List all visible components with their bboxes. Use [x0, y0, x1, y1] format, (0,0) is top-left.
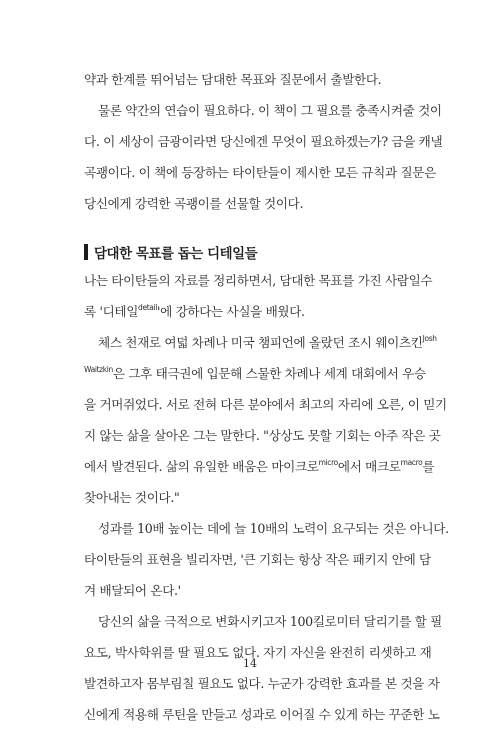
- text-line: 겨 배달되어 온다.': [84, 583, 181, 598]
- text-line: [84, 296, 410, 327]
- superscript-gloss: micro: [318, 458, 338, 467]
- text-line: [84, 358, 426, 389]
- heading-bar-marker: [84, 244, 88, 260]
- text-line: 을 거머쥐었다. 서로 전혀 다른 분야에서 최고의 자리에 오른, 이 믿기: [84, 397, 447, 412]
- text-segment: 체스 천재로 여덟 차례나 미국 챔피언에 올랐던 조시 웨이츠킨: [98, 335, 423, 350]
- text-line: 곡괭이다. 이 책에 등장하는 타이탄들이 제시한 모든 규칙과 질문은: [84, 165, 436, 180]
- text-line: [84, 451, 435, 482]
- text-line: 나는 타이탄들의 자료를 정리하면서, 담대한 목표를 가진 사람일수: [84, 273, 433, 288]
- text-segment: 에서 매크로: [337, 459, 401, 474]
- section-heading: [84, 242, 257, 262]
- text-line: [84, 327, 437, 358]
- page-number: 14: [243, 657, 257, 670]
- text-line: 발견하고자 몸부림칠 필요도 없다. 누군가 강력한 효과를 본 것을 자: [84, 676, 440, 691]
- text-line: 약과 한계를 뛰어넘는 담대한 목표와 질문에서 출발한다.: [84, 72, 382, 87]
- text-line: 타이탄들의 표현을 빌리자면, '큰 기회는 항상 작은 패키지 안에 담: [84, 552, 431, 567]
- text-line: 지 않는 삶을 살아온 그는 말한다. "상상도 못할 기회는 아주 작은 곳: [84, 428, 441, 443]
- superscript-gloss: Josh: [422, 334, 437, 343]
- text-line: 당신의 삶을 극적으로 변화시키고자 100킬로미터 달리기를 할 필: [98, 614, 442, 629]
- text-line: 요도, 박사학위를 딸 필요도 없다. 자기 자신을 완전히 리셋하고 재: [84, 645, 432, 660]
- section-heading-text: 담대한 목표를 돕는 디테일들: [94, 246, 258, 262]
- text-line: 다. 이 세상이 금광이라면 당신에겐 무엇이 필요하겠는가? 금을 캐낼: [84, 134, 443, 149]
- text-line: 찾아내는 것이다.": [84, 490, 180, 505]
- superscript-gloss: detail: [138, 303, 158, 312]
- text-segment: 를: [422, 459, 435, 474]
- text-line: 신에게 적용해 루틴을 만들고 성과로 이어질 수 있게 하는 꾸준한 노: [84, 707, 440, 722]
- text-line: 당신에게 강력한 곡괭이를 선물할 것이다.: [84, 196, 304, 211]
- text-segment: 은 그후 태극권에 입문해 스물한 차례나 세계 대회에서 우승: [112, 366, 426, 381]
- paragraph-intro: [84, 64, 443, 219]
- text-line: 물론 약간의 연습이 필요하다. 이 책이 그 필요를 충족시켜줄 것이: [98, 103, 442, 118]
- superscript-gloss: macro: [400, 458, 423, 467]
- superscript-gloss: Waitzkin: [84, 365, 113, 374]
- text-segment: 에서 발견된다. 삶의 유일한 배움은 마이크로: [84, 459, 319, 474]
- text-segment: '에 강하다는 사실을 배웠다.: [157, 304, 305, 319]
- text-line: 성과를 10배 높이는 데에 늘 10배의 노력이 요구되는 것은 아니다.: [98, 521, 449, 536]
- text-segment: 록 '디테일: [84, 304, 139, 319]
